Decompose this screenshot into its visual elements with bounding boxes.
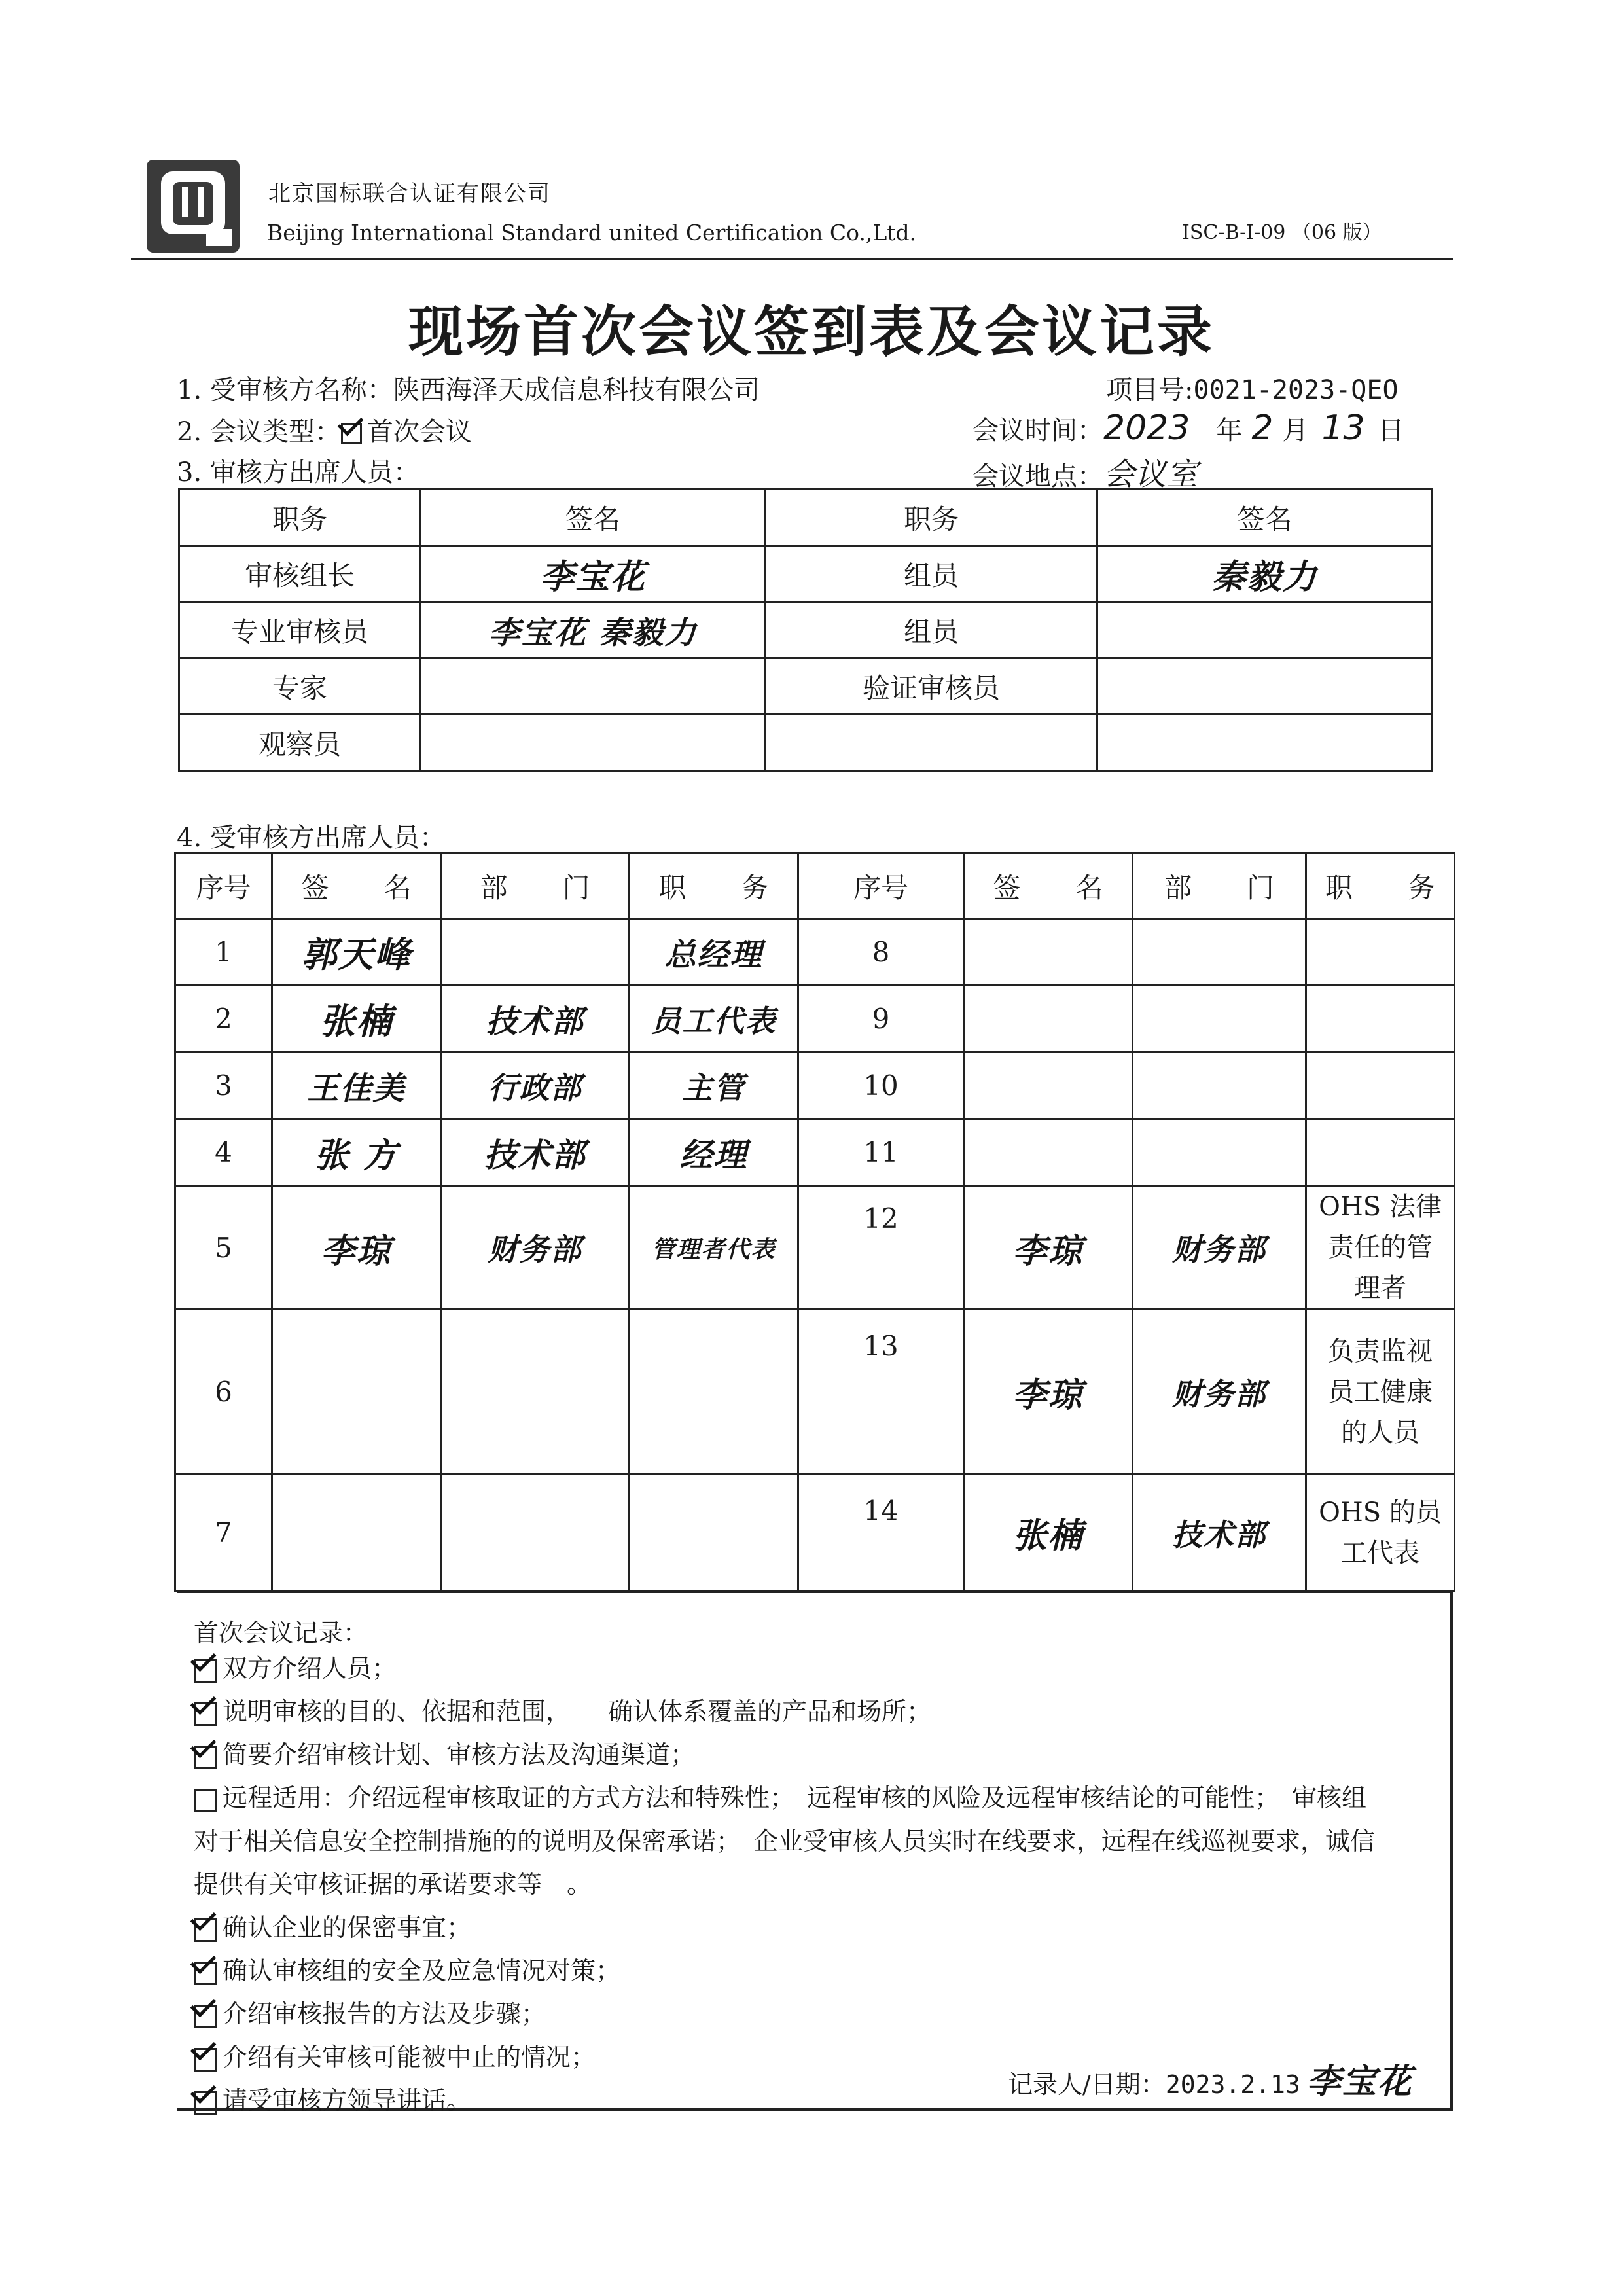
- department-cell: 财务部: [1133, 1310, 1306, 1475]
- record-item: [194, 1690, 1437, 1733]
- project-label: 项目号:: [1106, 375, 1194, 405]
- recorder-line: [1008, 2054, 1413, 2103]
- project-number-line: [1106, 369, 1399, 406]
- record-item-text: 请受审核方领导讲话。: [223, 2086, 472, 2115]
- header-cell: 签名: [1097, 490, 1433, 546]
- role-cell: 观察员: [179, 715, 421, 771]
- header-cell: 签名: [421, 490, 766, 546]
- row-number: 3: [175, 1052, 272, 1119]
- recorder-signature: 李宝花: [1306, 2062, 1413, 2102]
- meeting-time-label: 会议时间：: [972, 416, 1103, 446]
- signature-cell: [421, 658, 766, 715]
- position-cell: 负责监视员工健康的人员: [1306, 1310, 1455, 1475]
- signature-cell: [964, 986, 1133, 1052]
- role-cell: 审核组长: [179, 546, 421, 602]
- meeting-year: 2023: [1103, 408, 1190, 448]
- record-checkbox[interactable]: [194, 1659, 217, 1683]
- record-item-text: 对于相关信息安全控制措施的的说明及保密承诺； 企业受审核人员实时在线要求，远程在线巡视要求，诚信: [194, 1827, 1376, 1856]
- signature-cell: [964, 1052, 1133, 1119]
- company-name-en: Beijing International Standard united Certification Co.,Ltd.: [267, 220, 917, 245]
- signature-cell: [272, 1310, 441, 1475]
- row-number: 5: [175, 1186, 272, 1310]
- header-cell: 部 门: [1133, 853, 1306, 919]
- record-item-continued: [194, 1863, 1437, 1906]
- header-cell: 职务: [766, 490, 1097, 546]
- meeting-place: 会议室: [1103, 456, 1198, 493]
- project-number: 0021-2023-QEO: [1193, 375, 1399, 405]
- record-checkbox[interactable]: [194, 1962, 217, 1985]
- record-item: [194, 1949, 1437, 1992]
- row-number: 6: [175, 1310, 272, 1475]
- row-number: 13: [798, 1310, 964, 1475]
- meeting-place-line: [972, 449, 1198, 494]
- recorder-label: 记录人/日期：: [1008, 2070, 1166, 2099]
- signature-cell: [964, 919, 1133, 986]
- signature-cell: [1097, 602, 1433, 658]
- signature-cell: [1097, 658, 1433, 715]
- auditee-attendees-label: 4. 受审核方出席人员：: [177, 823, 446, 853]
- row-number: 12: [798, 1186, 964, 1310]
- row-number: 14: [798, 1475, 964, 1591]
- signature-cell: 李宝花: [421, 546, 766, 602]
- row-number: 7: [175, 1475, 272, 1591]
- department-cell: 技术部: [1133, 1475, 1306, 1591]
- record-checkbox[interactable]: [194, 2048, 217, 2072]
- meeting-record-title: 首次会议记录：: [194, 1619, 368, 1647]
- role-cell: 验证审核员: [766, 658, 1097, 715]
- meeting-time-line: [972, 408, 1404, 448]
- header-cell: 部 门: [441, 853, 630, 919]
- row-number: 8: [798, 919, 964, 986]
- recorder-date: 2023.2.13: [1165, 2070, 1300, 2099]
- record-item: [194, 1733, 1437, 1776]
- department-cell: [441, 1475, 630, 1591]
- record-checkbox[interactable]: [194, 2005, 217, 2028]
- row-number: 10: [798, 1052, 964, 1119]
- month-char: 月: [1282, 416, 1309, 446]
- auditor-attendees-label: 3. 审核方出席人员：: [177, 457, 419, 488]
- position-cell: OHS 法律责任的管理者: [1306, 1186, 1455, 1310]
- auditor-table-header: [179, 490, 1433, 546]
- department-cell: 技术部: [441, 986, 630, 1052]
- department-cell: 财务部: [1133, 1186, 1306, 1310]
- header-cell: 职务: [179, 490, 421, 546]
- position-cell: [630, 1475, 798, 1591]
- signature-cell: [964, 1119, 1133, 1186]
- record-checkbox[interactable]: [194, 2091, 217, 2115]
- auditee-label: 1. 受审核方名称：: [177, 375, 393, 405]
- department-cell: 行政部: [441, 1052, 630, 1119]
- meeting-record-list: [194, 1647, 1437, 2122]
- header-cell: 签 名: [272, 853, 441, 919]
- signature-cell: 秦毅力: [1097, 546, 1433, 602]
- row-number: 1: [175, 919, 272, 986]
- department-cell: [441, 1310, 630, 1475]
- table-row: [179, 546, 1433, 602]
- header-cell: 职 务: [630, 853, 798, 919]
- record-item: [194, 1647, 1437, 1690]
- row-number: 11: [798, 1119, 964, 1186]
- department-cell: 技术部: [441, 1119, 630, 1186]
- department-cell: [441, 919, 630, 986]
- row-number: 2: [175, 986, 272, 1052]
- signature-cell: [272, 1475, 441, 1591]
- position-cell: [1306, 1052, 1455, 1119]
- table-row: [175, 1186, 1455, 1310]
- position-cell: 管理者代表: [630, 1186, 798, 1310]
- signature-cell: 李琼: [964, 1186, 1133, 1310]
- position-cell: [1306, 919, 1455, 986]
- signature-cell: [1097, 715, 1433, 771]
- record-item-text: 确认企业的保密事宜；: [223, 1913, 472, 1942]
- signature-cell: 李宝花 秦毅力: [421, 602, 766, 658]
- row-number: 4: [175, 1119, 272, 1186]
- meeting-day: 13: [1321, 408, 1365, 448]
- record-item-text: 确认审核组的安全及应急情况对策；: [223, 1956, 621, 1985]
- meeting-type-checkbox[interactable]: [341, 423, 362, 444]
- table-row: [175, 1475, 1455, 1591]
- signature-cell: 张楠: [964, 1475, 1133, 1591]
- record-item: [194, 1992, 1437, 2036]
- table-row: [175, 1119, 1455, 1186]
- record-item-text: 介绍有关审核可能被中止的情况；: [223, 2043, 596, 2072]
- row-number: 9: [798, 986, 964, 1052]
- auditee-name: 陕西海泽天成信息科技有限公司: [393, 375, 760, 405]
- table-row: [175, 986, 1455, 1052]
- record-checkbox[interactable]: [194, 1918, 217, 1942]
- meeting-place-label: 会议地点：: [972, 461, 1103, 492]
- role-cell: 组员: [766, 546, 1097, 602]
- day-char: 日: [1378, 416, 1404, 446]
- department-cell: [1133, 1052, 1306, 1119]
- table-row: [175, 1052, 1455, 1119]
- position-cell: [1306, 1119, 1455, 1186]
- role-cell: 专业审核员: [179, 602, 421, 658]
- role-cell: 组员: [766, 602, 1097, 658]
- auditor-table: [178, 488, 1433, 772]
- position-cell: [1306, 986, 1455, 1052]
- role-cell: [766, 715, 1097, 771]
- department-cell: [1133, 986, 1306, 1052]
- position-cell: 经理: [630, 1119, 798, 1186]
- table-row: [175, 919, 1455, 986]
- role-cell: 专家: [179, 658, 421, 715]
- table-row: [179, 602, 1433, 658]
- record-item-text: 说明审核的目的、依据和范围， 确认体系覆盖的产品和场所；: [223, 1697, 932, 1726]
- signature-cell: 李琼: [964, 1310, 1133, 1475]
- header-cell: 职 务: [1306, 853, 1455, 919]
- record-item-text: 介绍审核报告的方法及步骤；: [223, 2000, 546, 2028]
- department-cell: 财务部: [441, 1186, 630, 1310]
- table-row: [179, 658, 1433, 715]
- record-item: [194, 1906, 1437, 1949]
- position-cell: 员工代表: [630, 986, 798, 1052]
- record-item-text: 远程适用：介绍远程审核取证的方式方法和特殊性； 远程审核的风险及远程审核结论的可能性； 审核组: [223, 1784, 1367, 1812]
- signature-cell: 李琼: [272, 1186, 441, 1310]
- year-char: 年: [1216, 416, 1243, 446]
- form-code: ISC-B-I-09 （06 版）: [1182, 221, 1382, 244]
- record-item-text: 提供有关审核证据的承诺要求等 。: [194, 1870, 592, 1899]
- auditee-table-header: [175, 853, 1455, 919]
- auditee-name-line: [177, 369, 760, 406]
- table-row: [179, 715, 1433, 771]
- meeting-type-label: 2. 会议类型：: [177, 417, 341, 447]
- position-cell: 主管: [630, 1052, 798, 1119]
- department-cell: [1133, 1119, 1306, 1186]
- position-cell: OHS 的员工代表: [1306, 1475, 1455, 1591]
- header-rule: [131, 258, 1453, 260]
- record-item-text: 双方介绍人员；: [223, 1654, 397, 1683]
- signature-cell: 张 方: [272, 1119, 441, 1186]
- position-cell: 总经理: [630, 919, 798, 986]
- auditee-table: [174, 852, 1455, 1592]
- record-checkbox[interactable]: [194, 1789, 217, 1812]
- record-checkbox[interactable]: [194, 1746, 217, 1769]
- signature-cell: 郭天峰: [272, 919, 441, 986]
- header-cell: 签 名: [964, 853, 1133, 919]
- signature-cell: [421, 715, 766, 771]
- header-cell: 序号: [798, 853, 964, 919]
- department-cell: [1133, 919, 1306, 986]
- company-logo: [144, 157, 242, 255]
- record-item: [194, 1776, 1437, 1820]
- header-cell: 序号: [175, 853, 272, 919]
- table-row: [175, 1310, 1455, 1475]
- page-title: 现场首次会议签到表及会议记录: [408, 300, 1215, 364]
- signature-cell: 张楠: [272, 986, 441, 1052]
- record-item-text: 简要介绍审核计划、审核方法及沟通渠道；: [223, 1740, 696, 1769]
- signature-cell: 王佳美: [272, 1052, 441, 1119]
- meeting-type: 首次会议: [366, 417, 472, 447]
- company-name-cn: 北京国标联合认证有限公司: [268, 181, 551, 207]
- record-item-continued: [194, 1820, 1437, 1863]
- meeting-type-line: [177, 411, 472, 448]
- meeting-month: 2: [1251, 408, 1274, 448]
- position-cell: [630, 1310, 798, 1475]
- record-checkbox[interactable]: [194, 1702, 217, 1726]
